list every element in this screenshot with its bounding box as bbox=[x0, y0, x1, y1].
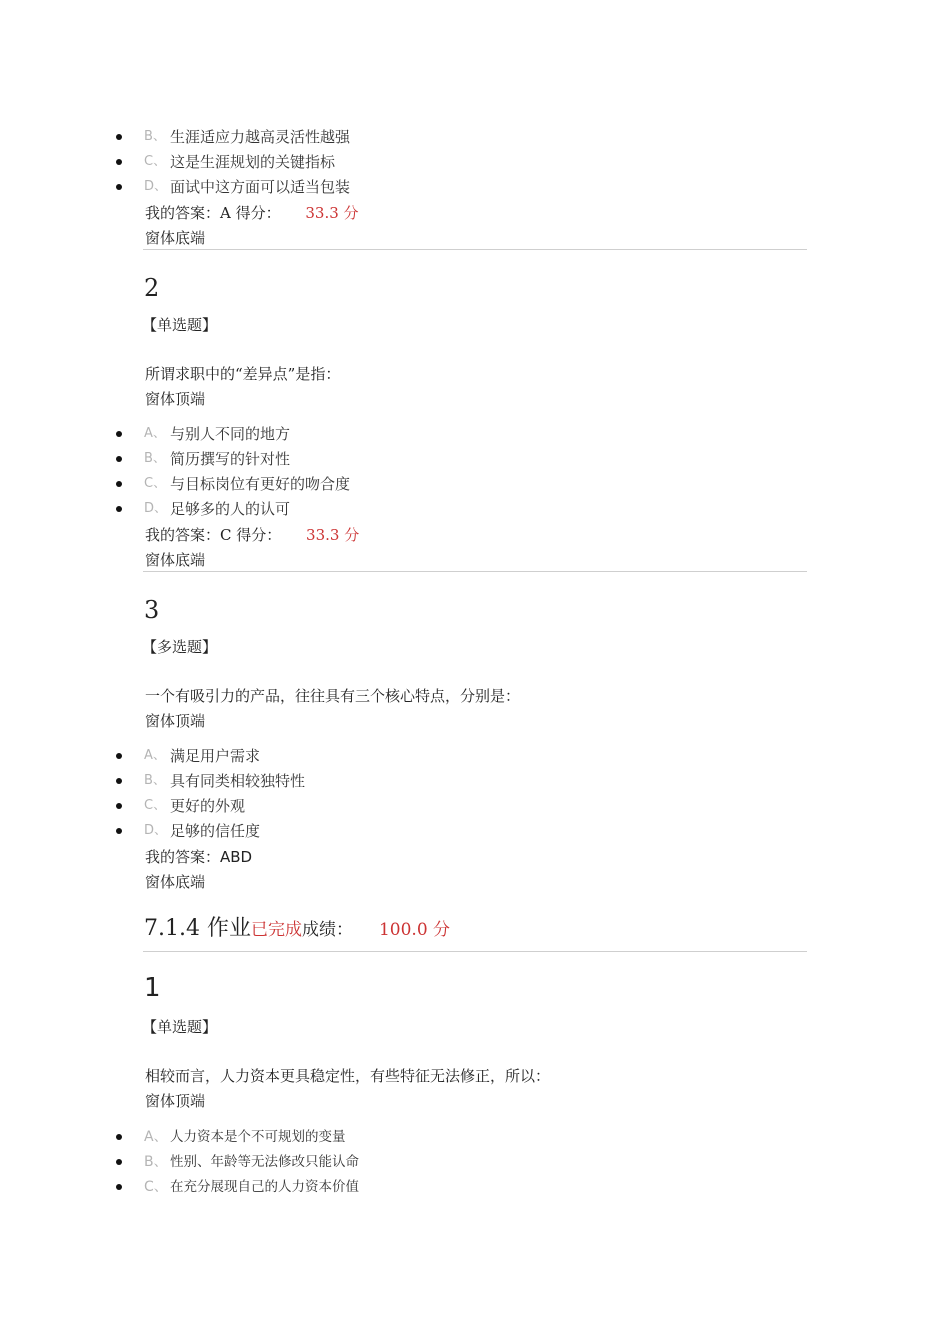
status-badge: 已完成 bbox=[250, 920, 302, 940]
option-letter: B、 bbox=[144, 451, 166, 466]
option-text: 在充分展现自己的人力资本价值 bbox=[170, 1179, 359, 1195]
question-text: 相较而言，人力资本更具稳定性，有些特征无法修正，所以： bbox=[145, 1067, 551, 1085]
my-answer: 我的答案：ABD bbox=[145, 848, 253, 866]
bullet-icon bbox=[116, 778, 122, 784]
bullet-icon bbox=[116, 1184, 122, 1190]
option-text: 足够的信任度 bbox=[170, 822, 261, 840]
list-item[interactable] bbox=[112, 498, 812, 520]
section-title: 7.1.4 作业 bbox=[144, 916, 251, 941]
question-number: 2 bbox=[144, 274, 160, 302]
bullet-icon bbox=[116, 159, 122, 165]
option-letter: C、 bbox=[144, 798, 167, 813]
option-text: 简历撰写的针对性 bbox=[170, 450, 291, 468]
option-letter: A、 bbox=[144, 748, 166, 763]
option-text: 面试中这方面可以适当包装 bbox=[170, 178, 351, 196]
question-text: 所谓求职中的“差异点”是指： bbox=[145, 365, 341, 383]
option-letter: B、 bbox=[144, 1154, 168, 1170]
bullet-icon bbox=[116, 431, 122, 437]
option-letter: A、 bbox=[144, 1129, 168, 1145]
option-text: 生涯适应力越高灵活性越强 bbox=[170, 128, 351, 146]
form-top-label: 窗体顶端 bbox=[145, 712, 206, 730]
option-text: 性别、年龄等无法修改只能认命 bbox=[170, 1154, 359, 1170]
list-item[interactable] bbox=[112, 795, 812, 817]
answer-label: 我的答案：A 得分： bbox=[145, 204, 281, 222]
question-text: 一个有吸引力的产品，往往具有三个核心特点，分别是： bbox=[145, 687, 521, 705]
list-item[interactable] bbox=[112, 820, 812, 842]
bullet-icon bbox=[116, 134, 122, 140]
question-type: 【单选题】 bbox=[142, 316, 218, 334]
bullet-icon bbox=[116, 803, 122, 809]
bullet-icon bbox=[116, 184, 122, 190]
bullet-icon bbox=[116, 506, 122, 512]
bullet-icon bbox=[116, 1159, 122, 1165]
list-item[interactable] bbox=[112, 770, 812, 792]
option-text: 满足用户需求 bbox=[170, 747, 261, 765]
divider bbox=[143, 951, 807, 952]
option-letter: B、 bbox=[144, 773, 166, 788]
option-letter: A、 bbox=[144, 426, 166, 441]
option-letter: C、 bbox=[144, 154, 167, 169]
list-item[interactable] bbox=[112, 745, 812, 767]
list-item bbox=[112, 126, 812, 148]
option-letter: D、 bbox=[144, 823, 168, 838]
grade-label: 成绩： bbox=[301, 920, 353, 940]
grade-value: 100.0 分 bbox=[378, 920, 451, 940]
score-value: 33.3 分 bbox=[306, 526, 360, 544]
option-text: 人力资本是个不可规划的变量 bbox=[170, 1129, 346, 1145]
form-bottom-label: 窗体底端 bbox=[145, 873, 206, 891]
option-letter: C、 bbox=[144, 476, 167, 491]
question-type: 【多选题】 bbox=[142, 638, 218, 656]
form-top-label: 窗体顶端 bbox=[145, 1092, 206, 1110]
option-text: 与别人不同的地方 bbox=[170, 425, 291, 443]
bullet-icon bbox=[116, 456, 122, 462]
form-bottom-label: 窗体底端 bbox=[145, 551, 206, 569]
option-text: 这是生涯规划的关键指标 bbox=[170, 153, 336, 171]
answer-label: 我的答案：C 得分： bbox=[145, 526, 282, 544]
option-text: 更好的外观 bbox=[170, 797, 246, 815]
question-type: 【单选题】 bbox=[142, 1018, 218, 1036]
list-item[interactable] bbox=[112, 1151, 812, 1173]
option-letter: C、 bbox=[144, 1179, 168, 1195]
list-item[interactable] bbox=[112, 423, 812, 445]
divider bbox=[143, 249, 807, 250]
bullet-icon bbox=[116, 753, 122, 759]
option-text: 具有同类相较独特性 bbox=[170, 772, 306, 790]
option-letter: D、 bbox=[144, 179, 168, 194]
bullet-icon bbox=[116, 481, 122, 487]
option-text: 足够多的人的认可 bbox=[170, 500, 291, 518]
divider bbox=[143, 571, 807, 572]
option-text: 与目标岗位有更好的吻合度 bbox=[170, 475, 351, 493]
bullet-icon bbox=[116, 1134, 122, 1140]
form-top-label: 窗体顶端 bbox=[145, 390, 206, 408]
list-item bbox=[112, 176, 812, 198]
list-item[interactable] bbox=[112, 473, 812, 495]
section-header bbox=[144, 913, 450, 945]
option-letter: D、 bbox=[144, 501, 168, 516]
question-number: 1 bbox=[144, 973, 161, 1003]
list-item[interactable] bbox=[112, 448, 812, 470]
list-item[interactable] bbox=[112, 1126, 812, 1148]
score-value: 33.3 分 bbox=[305, 204, 359, 222]
bullet-icon bbox=[116, 828, 122, 834]
list-item[interactable] bbox=[112, 1176, 812, 1198]
question-number: 3 bbox=[144, 596, 160, 624]
option-letter: B、 bbox=[144, 129, 166, 144]
list-item bbox=[112, 151, 812, 173]
form-bottom-label: 窗体底端 bbox=[145, 229, 206, 247]
my-answer bbox=[145, 524, 359, 546]
my-answer bbox=[145, 202, 359, 224]
